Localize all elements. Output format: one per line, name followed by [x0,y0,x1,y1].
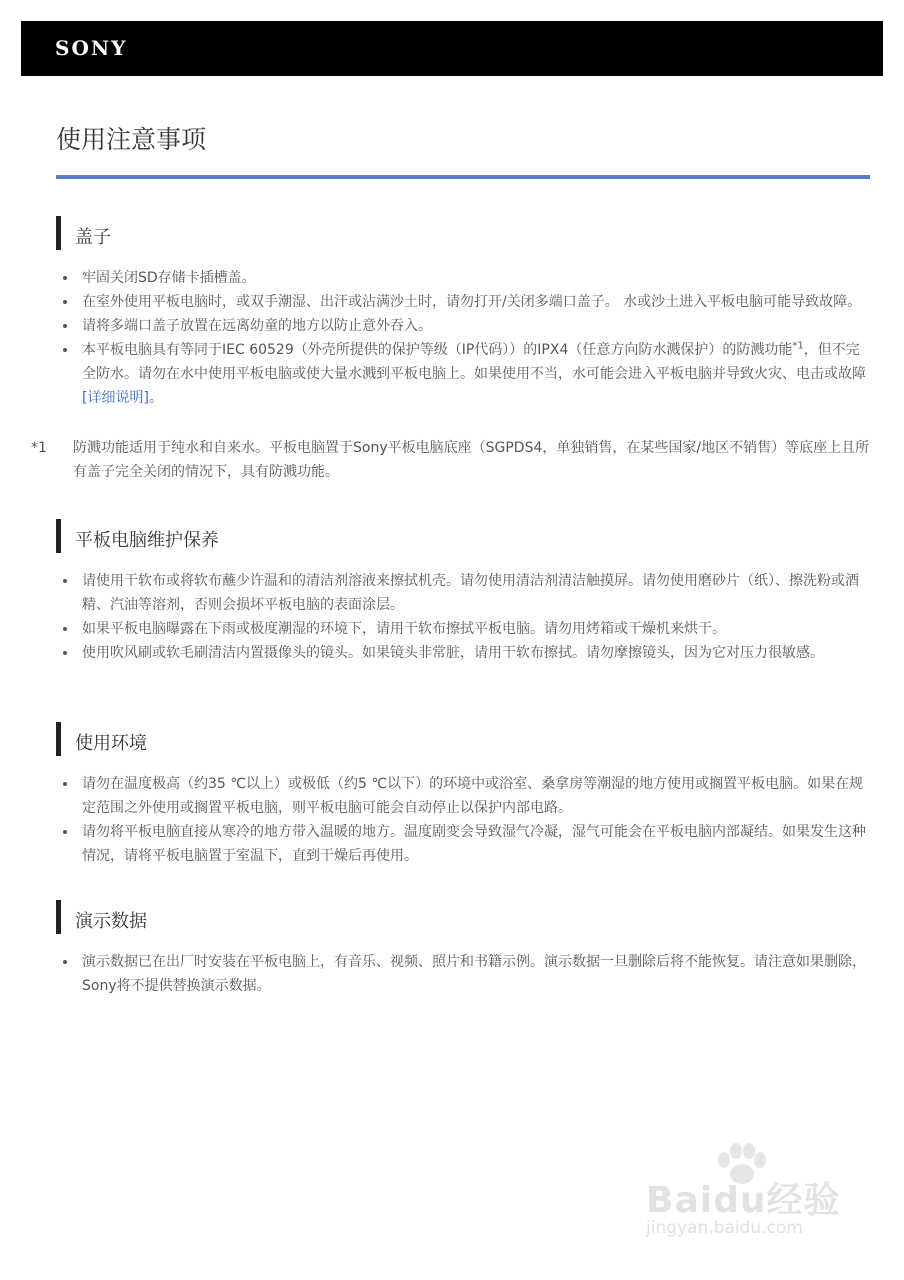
section-marker [56,722,61,756]
section-marker [56,900,61,934]
footnote-text: 防溅功能适用于纯水和自来水。平板电脑置于Sony平板电脑底座（SGPDS4，单独销售，在某些国家/地区不销售）等底座上且所有盖子完全关闭的情况下，具有防溅功能。 [73,440,870,480]
list-item: 如果平板电脑曝露在下雨或极度潮湿的环境下，请用干软布擦拭平板电脑。请勿用烤箱或干燥机来烘干。 [56,617,876,641]
item-text: 本平板电脑具有等同于IEC 60529（外壳所提供的保护等级（IP代码））的IPX4（任意方向防水溅保护）的防溅功能 [82,342,793,358]
list-item: 使用吹风刷或软毛刷清洁内置摄像头的镜头。如果镜头非常脏，请用干软布擦拭。请勿摩擦镜头，因为它对压力很敏感。 [56,641,876,665]
list-item: 在室外使用平板电脑时，或双手潮湿、出汗或沾满沙土时，请勿打开/关闭多端口盖子。 水或沙土进入平板电脑可能导致故障。 [56,290,876,314]
list-item: 请勿在温度极高（约35 ℃以上）或极低（约5 ℃以下）的环境中或浴室、桑拿房等潮湿的地方使用或搁置平板电脑。如果在规定范围之外使用或搁置平板电脑，则平板电脑可能会自动停止以保护内部电路。 [56,772,876,820]
section-demo-data [56,900,876,998]
section-header [56,216,876,250]
page-title: 使用注意事项 [56,125,207,154]
list-item: 演示数据已在出厂时安装在平板电脑上，有音乐、视频、照片和书籍示例。演示数据一旦删除后将不能恢复。请注意如果删除，Sony将不提供替换演示数据。 [56,950,876,998]
section-environment [56,722,876,868]
item-text: 。 [148,390,163,406]
section-title: 盖子 [75,227,111,248]
item-list [56,569,876,665]
brand-logo: SONY [55,36,128,60]
list-item: 牢固关闭SD存储卡插槽盖。 [56,266,876,290]
footnote-mark: *1 [31,440,47,456]
section-marker [56,216,61,250]
section-cover [56,216,876,410]
section-title: 演示数据 [75,911,147,932]
item-text: ，但不完全防水。请勿在水中使用平板电脑或使大量水溅到平板电脑上。如果使用不当，水可能会进入平板电脑并导致火灾、电击或故障 [82,342,866,382]
list-item: 请勿将平板电脑直接从寒冷的地方带入温暖的地方。温度剧变会导致湿气冷凝，湿气可能会在平板电脑内部凝结。如果发生这种情况，请将平板电脑置于室温下，直到干燥后再使用。 [56,820,876,868]
section-maintenance [56,519,876,665]
section-header [56,900,876,934]
item-list [56,266,876,410]
list-item [56,338,876,410]
section-header [56,519,876,553]
footnote [31,436,876,484]
footnote-ref[interactable]: *1 [792,340,804,352]
item-list [56,772,876,868]
baidu-watermark [640,1150,870,1250]
watermark-text: Baidu经验 [646,1180,841,1221]
list-item: 请将多端口盖子放置在远离幼童的地方以防止意外吞入。 [56,314,876,338]
title-divider [56,175,870,179]
details-link[interactable]: [详细说明] [82,390,149,406]
section-title: 平板电脑维护保养 [75,530,219,551]
section-title: 使用环境 [75,733,147,754]
section-marker [56,519,61,553]
section-header [56,722,876,756]
header-bar [21,21,883,76]
watermark-url: jingyan.baidu.com [646,1218,803,1238]
list-item: 请使用干软布或将软布蘸少许温和的清洁剂溶液来擦拭机壳。请勿使用清洁剂清洁触摸屏。请勿使用磨砂片（纸）、擦洗粉或酒精、汽油等溶剂，否则会损坏平板电脑的表面涂层。 [56,569,876,617]
item-list [56,950,876,998]
